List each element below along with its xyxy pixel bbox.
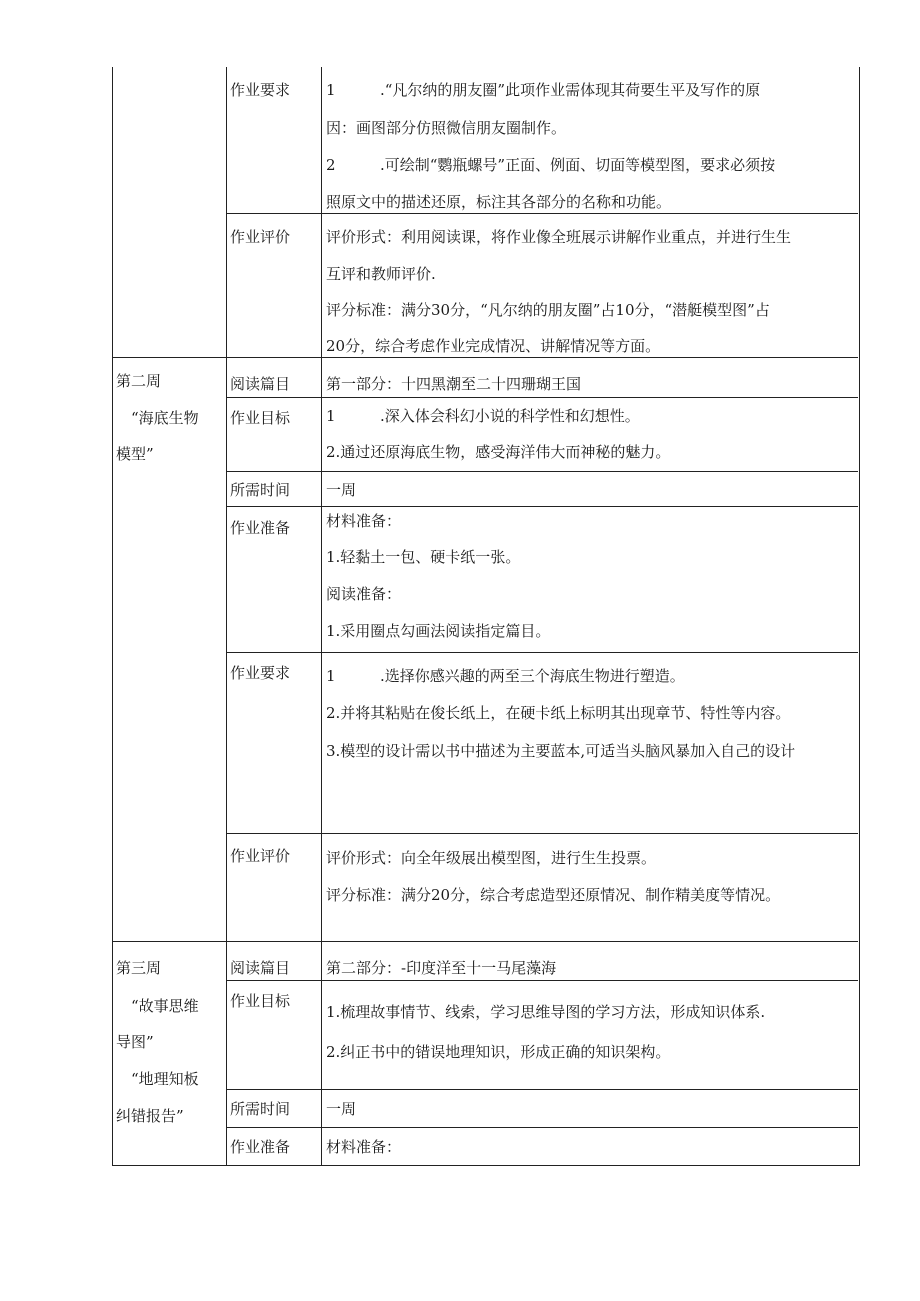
reading-value: 第二部分：-印度洋至十一马尾藻海 [326, 959, 557, 977]
requirement-line: 1 .“凡尔纳的朋友圈”此项作业需体现其荷要生平及写作的原 [326, 81, 761, 99]
reading-value: 第一部分：十四黑潮至二十四珊瑚王国 [326, 375, 582, 393]
row-divider [226, 833, 858, 834]
time-label: 所需时间 [230, 481, 291, 499]
week-title: 第二周 [116, 372, 162, 390]
goal-line: 1 .深入体会科幻小说的科学性和幻想性。 [326, 407, 640, 425]
goal-line: 2.纠正书中的错误地理知识，形成正确的知识架构。 [326, 1043, 671, 1061]
evaluation-line: 20分，综合考虑作业完成情况、讲解情况等方面。 [326, 337, 661, 355]
preparation-line: 材料准备： [326, 1138, 402, 1156]
row-divider [226, 980, 858, 981]
requirement-line: 2 .可绘制“鹦瓶螺号”正面、例面、切面等模型图，要求必须按 [326, 156, 776, 174]
evaluation-label: 作业评价 [230, 228, 291, 246]
row-divider [226, 1127, 858, 1128]
time-value: 一周 [326, 1100, 357, 1118]
week-title: “海底生物 [131, 409, 199, 427]
evaluation-line: 评分标准：满分20分，综合考虑造型还原情况、制作精美度等情况。 [326, 886, 781, 904]
time-value: 一周 [326, 481, 357, 499]
evaluation-line: 评价形式：向全年级展出模型图，进行生生投票。 [326, 849, 657, 867]
requirement-line: 照原文中的描述还原，标注其各部分的名称和功能。 [326, 193, 672, 211]
reading-label: 阅读篇目 [230, 375, 291, 393]
preparation-label: 作业准备 [230, 519, 291, 537]
goal-line: 1.梳理故事情节、线索，学习思维导图的学习方法，形成知识体系. [326, 1003, 766, 1021]
goal-label: 作业目标 [230, 992, 291, 1010]
time-label: 所需时间 [230, 1100, 291, 1118]
requirement-label: 作业要求 [230, 664, 291, 682]
reading-label: 阅读篇目 [230, 959, 291, 977]
row-divider [112, 941, 858, 942]
requirement-line: 3.模型的设计需以书中描述为主要蓝本,可适当头脑风暴加入自己的设计 [326, 742, 796, 760]
preparation-line: 1.采用圈点勾画法阅读指定篇目。 [326, 622, 551, 640]
requirement-line: 1 .选择你感兴趣的两至三个海底生物进行塑造。 [326, 667, 685, 685]
row-divider [226, 506, 858, 507]
week-title: “地理知板 [131, 1070, 199, 1088]
column-divider [226, 67, 227, 1165]
evaluation-line: 评分标准：满分30分，“凡尔纳的朋友圈”占10分，“潜艇模型图”占 [326, 301, 770, 319]
preparation-line: 阅读准备： [326, 585, 402, 603]
row-divider [226, 213, 858, 214]
week-title: 第三周 [116, 959, 162, 977]
week-title: 导图” [116, 1033, 154, 1051]
week-title: “故事思维 [131, 997, 199, 1015]
preparation-line: 1.轻黏土一包、硬卡纸一张。 [326, 548, 521, 566]
requirement-label: 作业要求 [230, 81, 291, 99]
row-divider [226, 397, 858, 398]
column-divider [321, 67, 322, 1165]
requirement-line: 因：画图部分仿照微信朋友圈制作。 [326, 119, 567, 137]
goal-line: 2.通过还原海底生物，感受海洋伟大而神秘的魅力。 [326, 443, 671, 461]
goal-label: 作业目标 [230, 409, 291, 427]
row-divider [226, 471, 858, 472]
evaluation-label: 作业评价 [230, 847, 291, 865]
requirement-line: 2.并将其粘贴在俊长纸上，在硬卡纸上标明其出现章节、特性等内容。 [326, 704, 791, 722]
evaluation-line: 互评和教师评价. [326, 265, 436, 283]
row-divider [226, 1089, 858, 1090]
row-divider [112, 357, 858, 358]
week-title: 模型” [116, 445, 154, 463]
week-title: 纠错报告” [116, 1107, 184, 1125]
preparation-line: 材料准备： [326, 512, 402, 530]
evaluation-line: 评价形式：利用阅读课，将作业像全班展示讲解作业重点，并进行生生 [326, 228, 792, 246]
preparation-label: 作业准备 [230, 1138, 291, 1156]
row-divider [226, 652, 858, 653]
